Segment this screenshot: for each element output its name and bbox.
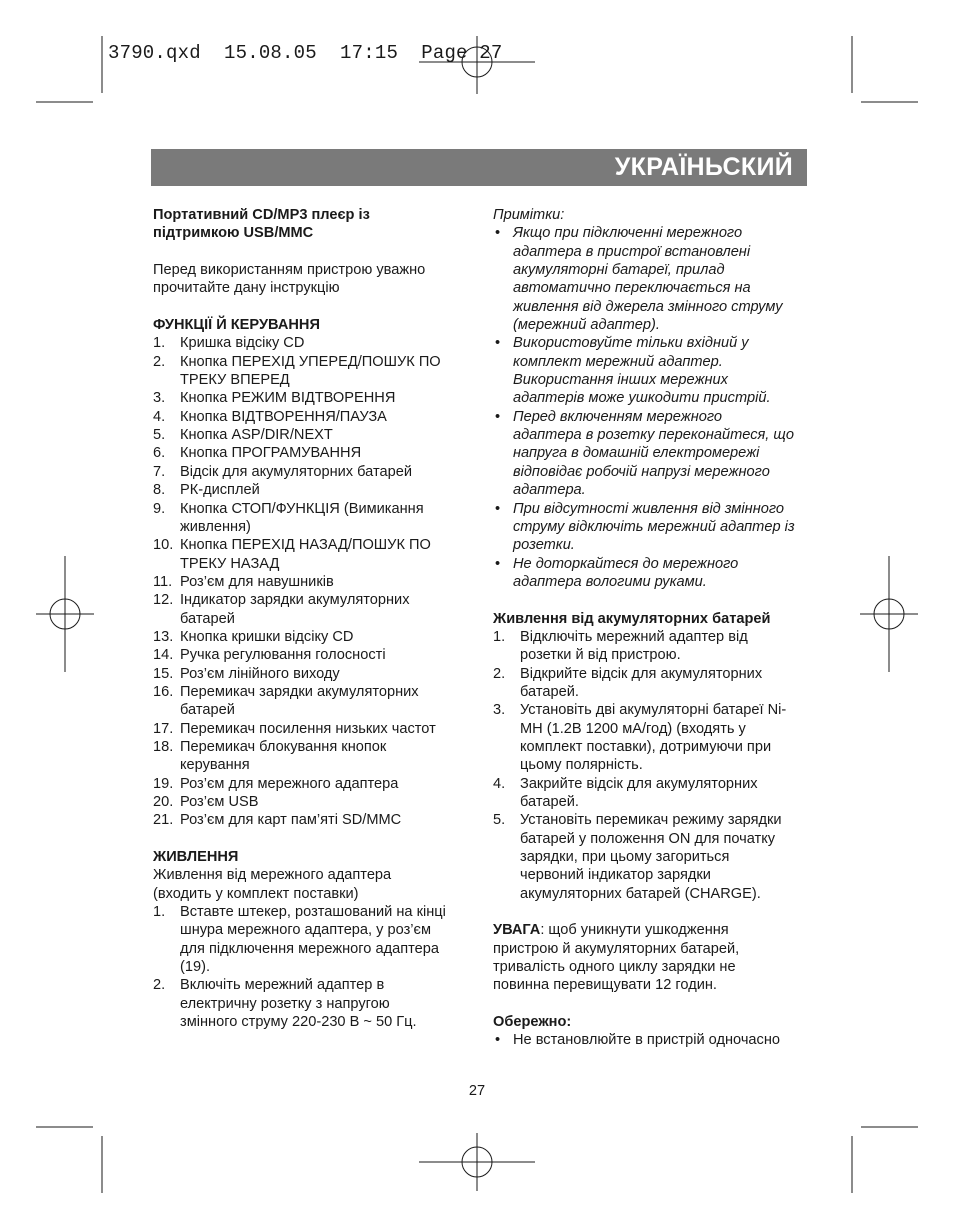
item-number: 20. (153, 794, 174, 810)
bullet-text: Не встановлюйте в пристрій одночасно (513, 1032, 781, 1049)
item-text: Перемикач посилення низьких частот (180, 720, 436, 737)
item-number: 1. (153, 904, 166, 921)
item-number: 2. (153, 977, 166, 994)
bullet-dot-icon: • (495, 225, 501, 242)
item-text: Роз’єм лінійного виходу (180, 665, 340, 682)
caution-list (493, 1031, 811, 1049)
bullet-text: живлення від джерела змінного струму (513, 298, 783, 315)
item-number: 7. (153, 463, 166, 480)
item-text: зарядки, при цьому загориться (520, 849, 730, 866)
list-item (153, 775, 471, 793)
list-item (153, 976, 471, 1031)
right-column (493, 206, 811, 1050)
list-item (153, 389, 471, 407)
bullet-text: автоматично переключається на (513, 280, 751, 297)
product-title: Портативний CD/MP3 плеєр із підтримкою USB/MMC (153, 207, 370, 242)
list-item (153, 591, 471, 628)
page-number: 27 (468, 1083, 486, 1099)
item-text: електричну розетку з напругою (180, 995, 390, 1012)
item-text: Кнопка ПЕРЕХІД УПЕРЕД/ПОШУК ПО (180, 353, 441, 370)
bullet-item (493, 224, 811, 334)
list-item (493, 811, 811, 903)
item-number: 6. (153, 445, 166, 462)
power-steps (153, 903, 471, 1031)
item-number: 15. (153, 665, 174, 682)
item-number: 11. (153, 573, 173, 590)
item-text: комплект поставки), дотримуючи при (520, 738, 772, 755)
item-number: 19. (153, 775, 174, 792)
bullet-text: напруга в домашній електромережі (513, 445, 760, 462)
item-text: Вставте штекер, розташований на кінці (180, 904, 446, 921)
item-text: Закрийте відсік для акумуляторних (520, 775, 758, 792)
list-item (153, 463, 471, 481)
item-text: Індикатор зарядки акумуляторних (180, 592, 410, 609)
item-text: Перемикач зарядки акумуляторних (180, 683, 419, 700)
banner-title: УКРАЇНЬСКИЙ (614, 153, 793, 181)
item-number: 4. (493, 775, 506, 792)
item-text: Кнопка ВІДТВОРЕННЯ/ПАУЗА (180, 408, 387, 425)
bullet-dot-icon: • (495, 1032, 501, 1049)
item-text: батарей (180, 702, 235, 719)
list-item (153, 720, 471, 738)
bullet-item (493, 500, 811, 555)
item-text: батарей. (520, 683, 579, 700)
list-item (153, 903, 471, 976)
item-text: Роз’єм для навушників (180, 573, 334, 590)
item-text: (19). (180, 959, 211, 976)
item-text: Ручка регулювання голосності (180, 647, 386, 664)
item-number: 2. (153, 353, 166, 370)
list-item (153, 646, 471, 664)
notes-heading: Примітки: (493, 207, 565, 223)
left-column (153, 206, 471, 1031)
item-number: 10. (153, 537, 174, 554)
intro-text: Перед використанням пристрою уважно прочитайте дану інструкцію (153, 262, 426, 297)
bullet-text: адаптера в розетку переконайтеся, що (513, 427, 794, 444)
item-text: Кришка відсіку CD (180, 335, 305, 352)
warning-paragraph: УВАГА: щоб уникнути ушкодження пристрою й акумуляторних батарей, тривалість одного циклу зарядки не повинна перевищувати 12 годин. (493, 922, 740, 994)
item-text: акумуляторних батарей (CHARGE). (520, 885, 761, 902)
list-item (153, 536, 471, 573)
item-number: 5. (493, 812, 506, 829)
functions-heading: ФУНКЦІЇ Й КЕРУВАННЯ (153, 317, 320, 334)
bullet-text: Використовуйте тільки вхідний у (513, 335, 749, 352)
bullet-text: адаптера вологими руками. (513, 573, 707, 590)
item-text: живлення) (180, 518, 251, 535)
power-heading: ЖИВЛЕННЯ (153, 849, 239, 866)
bullet-text: відповідає робочій напрузі мережного (513, 463, 770, 480)
item-number: 3. (493, 702, 506, 719)
item-number: 18. (153, 738, 174, 755)
item-number: 9. (153, 500, 166, 517)
item-text: батарей. (520, 794, 579, 810)
item-text: Роз’єм для карт пам’яті SD/MMC (180, 812, 402, 829)
item-text: ТРЕКУ НАЗАД (180, 555, 280, 572)
item-number: 13. (153, 628, 174, 645)
list-item (153, 334, 471, 352)
list-item (153, 481, 471, 499)
item-text: Відсік для акумуляторних батарей (180, 463, 413, 480)
bullet-text: струму відключіть мережний адаптер із (513, 518, 795, 535)
item-text: Роз’єм для мережного адаптера (180, 775, 399, 792)
registration-mark-left (36, 556, 94, 672)
bullet-text: Перед включенням мережного (513, 408, 723, 425)
item-text: керування (180, 757, 250, 774)
list-item (153, 353, 471, 390)
bullet-text: адаптерів може ушкодити пристрій. (513, 390, 771, 407)
bullet-text: Не доторкайтеся до мережного (513, 555, 739, 572)
bullet-item (493, 1031, 811, 1049)
item-text: червоний індикатор зарядки (520, 867, 711, 884)
list-item (153, 683, 471, 720)
item-number: 5. (153, 427, 166, 444)
item-text: Відключіть мережний адаптер від (520, 628, 748, 645)
item-text: Кнопка ПРОГРАМУВАННЯ (180, 445, 362, 462)
item-number: 4. (153, 408, 166, 425)
bullet-text: Використання інших мережних (513, 372, 728, 389)
item-text: Включіть мережний адаптер в (180, 977, 385, 994)
item-number: 2. (493, 665, 506, 682)
list-item (493, 628, 811, 665)
item-text: розетки й від пристрою. (520, 647, 681, 664)
bullet-text: розетки. (513, 537, 575, 554)
list-item (493, 775, 811, 812)
item-number: 1. (153, 335, 166, 352)
item-number: 16. (153, 683, 174, 700)
list-item (153, 444, 471, 462)
item-text: Кнопка ПЕРЕХІД НАЗАД/ПОШУК ПО (180, 537, 431, 554)
language-banner (151, 149, 807, 186)
registration-mark-right (860, 556, 918, 672)
list-item (153, 573, 471, 591)
list-item (153, 793, 471, 811)
item-text: Кнопка кришки відсіку CD (180, 628, 354, 645)
item-text: цьому полярність. (520, 757, 643, 774)
list-item (153, 500, 471, 537)
list-item (153, 408, 471, 426)
item-text: Установіть перемикач режиму зарядки (520, 812, 782, 829)
item-number: 21. (153, 812, 174, 829)
bullet-text: (мережний адаптер). (513, 317, 660, 334)
item-number: 8. (153, 482, 166, 499)
list-item (153, 665, 471, 683)
list-item (153, 628, 471, 646)
list-item (153, 811, 471, 829)
bullet-text: Якщо при підключенні мережного (513, 225, 743, 242)
item-text: Кнопка РЕЖИМ ВІДТВОРЕННЯ (180, 390, 396, 407)
bullet-dot-icon: • (495, 335, 501, 352)
item-number: 3. (153, 390, 166, 407)
bullet-text: адаптера в пристрої встановлені (513, 243, 751, 260)
power-intro: Живлення від мережного адаптера (входить у комплект поставки) (153, 867, 392, 902)
item-text: Перемикач блокування кнопок (180, 738, 387, 755)
list-item (153, 426, 471, 444)
item-number: 1. (493, 628, 506, 645)
bullet-dot-icon: • (495, 408, 501, 425)
item-number: 14. (153, 647, 174, 664)
item-text: батарей у положення ON для початку (520, 830, 776, 847)
bullet-dot-icon: • (495, 500, 501, 517)
list-item (153, 738, 471, 775)
print-slug: 3790.qxd 15.08.05 17:15 Page 27 (108, 42, 503, 64)
item-number: 12. (153, 592, 174, 609)
bullet-item (493, 334, 811, 407)
list-item (493, 665, 811, 702)
registration-mark-bottom (419, 1133, 535, 1191)
bullet-text: акумуляторні батареї, прилад (513, 262, 725, 279)
item-text: РК-дисплей (180, 482, 260, 499)
battery-steps (493, 628, 811, 903)
item-text: батарей (180, 610, 235, 627)
functions-list (153, 334, 471, 829)
list-item (493, 701, 811, 774)
bullet-dot-icon: • (495, 555, 501, 572)
bullet-item (493, 555, 811, 592)
warning-label: УВАГА (493, 922, 541, 939)
caution-heading: Обережно: (493, 1014, 572, 1031)
item-text: MH (1.2В 1200 мА/год) (входять у (520, 720, 746, 737)
bullet-text: При відсутності живлення від змінного (513, 500, 784, 517)
item-text: Кнопка ASP/DIR/NEXT (180, 427, 333, 444)
item-text: Роз’єм USB (180, 794, 259, 810)
item-text: ТРЕКУ ВПЕРЕД (180, 372, 290, 389)
item-text: шнура мережного адаптера, у роз’єм (180, 922, 431, 939)
item-text: змінного струму 220-230 В ~ 50 Гц. (180, 1014, 417, 1031)
notes-list (493, 224, 811, 591)
item-text: Кнопка СТОП/ФУНКЦІЯ (Вимикання (180, 500, 424, 517)
item-text: Відкрийте відсік для акумуляторних (520, 665, 763, 682)
bullet-text: комплект мережний адаптер. (513, 353, 723, 370)
battery-heading: Живлення від акумуляторних батарей (493, 610, 771, 627)
item-text: для підключення мережного адаптера (180, 940, 439, 957)
bullet-text: адаптера. (513, 482, 586, 499)
bullet-item (493, 408, 811, 500)
item-number: 17. (153, 720, 174, 737)
item-text: Установіть дві акумуляторні батареї Ni- (520, 702, 787, 719)
